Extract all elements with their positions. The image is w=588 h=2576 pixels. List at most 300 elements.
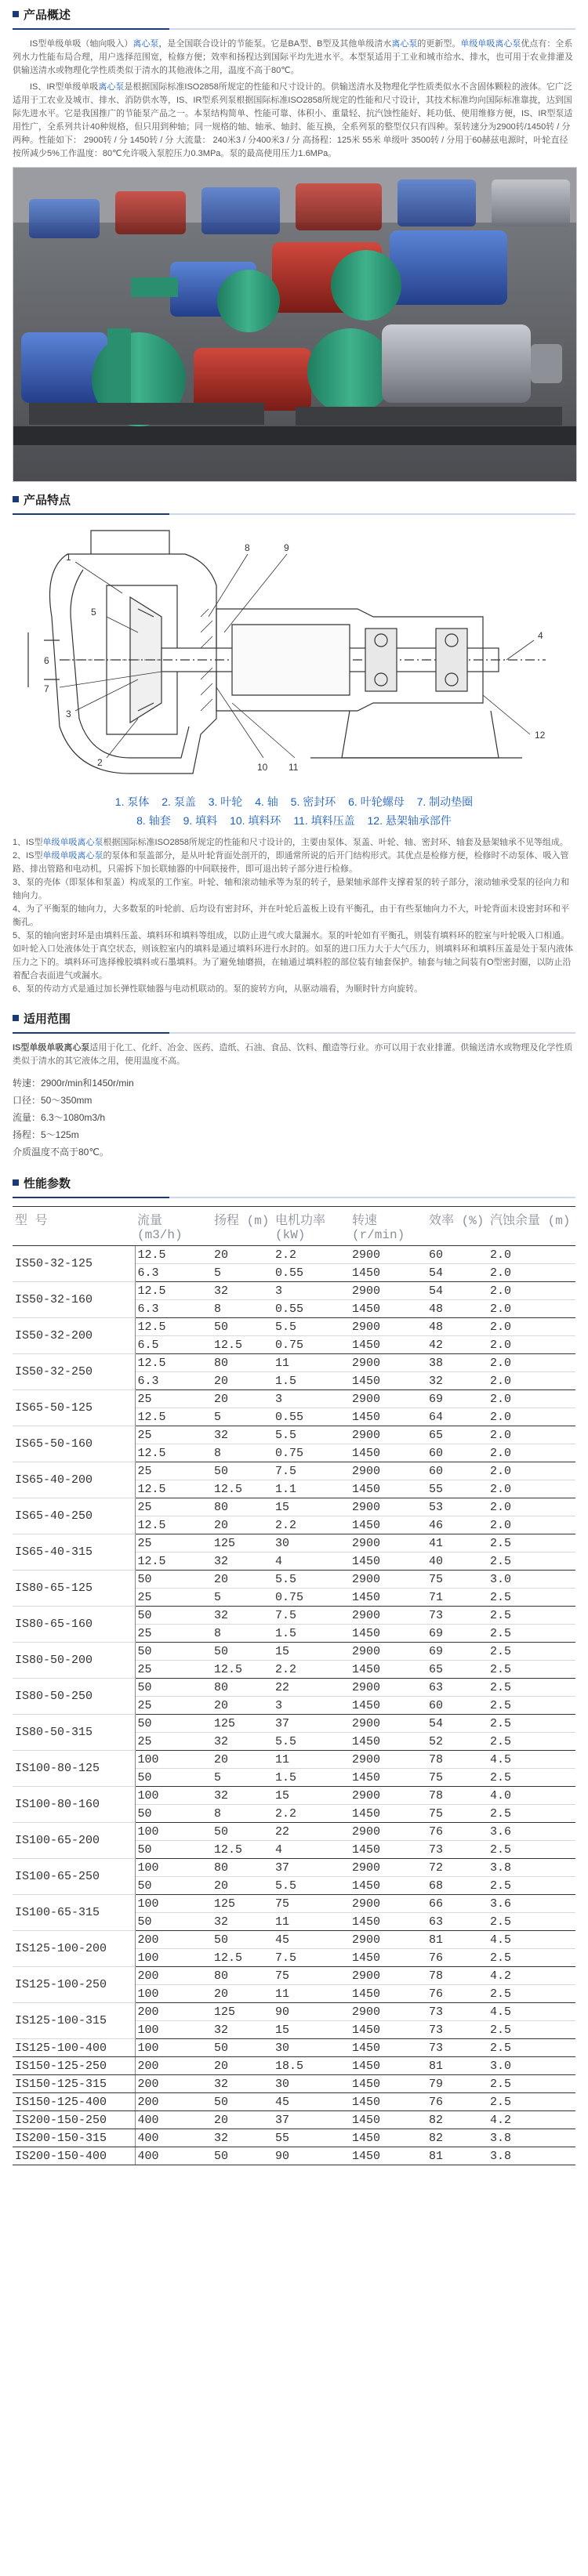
section-title: 性能参数 xyxy=(24,1176,71,1190)
flow-cell: 25 xyxy=(135,1426,212,1444)
overview-paragraph-2 xyxy=(13,81,575,161)
head-cell: 50 xyxy=(212,1462,273,1480)
legend-item: 11. 填料压盖 xyxy=(293,814,355,827)
power-cell: 5.5 xyxy=(273,1733,350,1751)
power-cell: 7.5 xyxy=(273,1949,350,1967)
speed-cell: 1450 xyxy=(350,1661,426,1679)
speed-cell: 2900 xyxy=(350,1607,426,1625)
section-marker-icon xyxy=(13,1179,19,1186)
table-row xyxy=(13,2111,575,2129)
efficiency-cell: 78 xyxy=(426,1751,488,1769)
pump-photo-illustration xyxy=(13,168,576,481)
table-row xyxy=(13,2057,575,2075)
text: IS、IR型单级单吸 xyxy=(30,82,99,92)
efficiency-cell: 60 xyxy=(426,1246,488,1264)
col-header-model: 型 号 xyxy=(13,1207,135,1246)
flow-cell: 6.3 xyxy=(135,1372,212,1390)
efficiency-cell: 60 xyxy=(426,1462,488,1480)
power-cell: 11 xyxy=(273,1751,350,1769)
flow-cell: 25 xyxy=(135,1733,212,1751)
power-cell: 45 xyxy=(273,1931,350,1949)
legend-item: 8. 轴套 xyxy=(136,814,171,827)
npsh-cell: 2.5 xyxy=(488,1733,575,1751)
svg-text:12: 12 xyxy=(535,730,546,741)
flow-cell: 25 xyxy=(135,1462,212,1480)
efficiency-cell: 76 xyxy=(426,1823,488,1841)
efficiency-cell: 73 xyxy=(426,2039,488,2057)
table-header xyxy=(13,1207,575,1246)
head-cell: 20 xyxy=(212,1877,273,1895)
power-cell: 0.75 xyxy=(273,1336,350,1354)
head-cell: 32 xyxy=(212,2021,273,2039)
svg-text:4: 4 xyxy=(538,630,543,641)
legend-item: 7. 制动垫圈 xyxy=(416,795,474,808)
flow-cell: 100 xyxy=(135,1859,212,1877)
table-row xyxy=(13,1751,575,1769)
model-cell: IS150-125-315 xyxy=(13,2075,135,2093)
npsh-cell: 2.0 xyxy=(488,1282,575,1300)
npsh-cell: 2.5 xyxy=(488,2093,575,2111)
npsh-cell: 2.0 xyxy=(488,1426,575,1444)
svg-text:10: 10 xyxy=(257,762,268,773)
npsh-cell: 2.5 xyxy=(488,1643,575,1661)
flow-cell: 100 xyxy=(135,2021,212,2039)
power-cell: 1.5 xyxy=(273,1769,350,1787)
npsh-cell: 2.5 xyxy=(488,1679,575,1697)
table-row xyxy=(13,1895,575,1913)
table-row xyxy=(13,1462,575,1480)
power-cell: 11 xyxy=(273,1354,350,1372)
npsh-cell: 2.5 xyxy=(488,1534,575,1552)
efficiency-cell: 52 xyxy=(426,1733,488,1751)
text: IS型单级单吸（轴向吸入） xyxy=(30,39,133,49)
link-centrifugal-pump[interactable]: 离心泵 xyxy=(391,39,418,49)
head-cell: 8 xyxy=(212,1805,273,1823)
head-cell: 8 xyxy=(212,1444,273,1462)
section-divider xyxy=(13,1197,575,1198)
speed-cell: 2900 xyxy=(350,2003,426,2021)
power-cell: 37 xyxy=(273,2111,350,2129)
svg-text:1: 1 xyxy=(66,552,71,563)
npsh-cell: 2.5 xyxy=(488,1913,575,1931)
head-cell: 12.5 xyxy=(212,1841,273,1859)
npsh-cell: 2.5 xyxy=(488,1985,575,2003)
feature-item: 5、泵的轴向密封环是由填料压盖、填料环和填料等组成，以防止进气或大量漏水。泵的叶轮如有平衡孔，则装有填料环的腔室与叶轮吸入口相通。如叶轮入口处液体处于真空状态，则该腔室内的填料是通过填料环进行水封的。如泵的进口压力大于大气压力，则填料环和填料压盖是处于泵内液体压力之下的。填料环可选择橡胶填料或石墨填料。为了避免轴磨损，在轴通过填料腔的部位装有轴套保护。轴套与轴之间装有O型密封圈，以防止沿着配合表面进气或漏水。 xyxy=(13,931,573,980)
speed-cell: 1450 xyxy=(350,1769,426,1787)
overview-paragraph-1 xyxy=(13,38,575,78)
model-cell: IS100-65-315 xyxy=(13,1895,135,1931)
section-header-features xyxy=(13,488,575,510)
flow-cell: 6.3 xyxy=(135,1300,212,1318)
head-cell: 12.5 xyxy=(212,1661,273,1679)
spec-line: 扬程：5～125m xyxy=(13,1129,79,1140)
power-cell: 2.2 xyxy=(273,1661,350,1679)
flow-cell: 100 xyxy=(135,1895,212,1913)
table-row xyxy=(13,1607,575,1625)
text: 1、IS型 xyxy=(13,838,43,847)
flow-cell: 50 xyxy=(135,1769,212,1787)
head-cell: 125 xyxy=(212,1534,273,1552)
speed-cell: 1450 xyxy=(350,2021,426,2039)
flow-cell: 25 xyxy=(135,1390,212,1408)
legend-item: 3. 叶轮 xyxy=(208,795,243,808)
model-cell: IS65-40-200 xyxy=(13,1462,135,1498)
speed-cell: 2900 xyxy=(350,1571,426,1589)
svg-text:5: 5 xyxy=(91,607,96,618)
power-cell: 5.5 xyxy=(273,1426,350,1444)
flow-cell: 100 xyxy=(135,1787,212,1805)
efficiency-cell: 68 xyxy=(426,1877,488,1895)
speed-cell: 1450 xyxy=(350,1841,426,1859)
speed-cell: 1450 xyxy=(350,2057,426,2075)
table-row xyxy=(13,1318,575,1336)
speed-cell: 1450 xyxy=(350,1444,426,1462)
power-cell: 5.5 xyxy=(273,1571,350,1589)
table-row xyxy=(13,1931,575,1949)
section-divider xyxy=(13,1032,575,1034)
flow-cell: 200 xyxy=(135,1931,212,1949)
npsh-cell: 2.5 xyxy=(488,1877,575,1895)
efficiency-cell: 78 xyxy=(426,1967,488,1985)
spec-line: 口径：50～350mm xyxy=(13,1095,93,1106)
model-cell: IS100-65-200 xyxy=(13,1823,135,1859)
npsh-cell: 2.5 xyxy=(488,2021,575,2039)
flow-cell: 100 xyxy=(135,1823,212,1841)
speed-cell: 1450 xyxy=(350,2111,426,2129)
npsh-cell: 3.6 xyxy=(488,1823,575,1841)
text: 2、IS型 xyxy=(13,851,43,860)
head-cell: 20 xyxy=(212,1372,273,1390)
table-row xyxy=(13,1426,575,1444)
head-cell: 5 xyxy=(212,1408,273,1426)
feature-item xyxy=(13,850,575,876)
speed-cell: 2900 xyxy=(350,1967,426,1985)
table-row xyxy=(13,1246,575,1264)
power-cell: 0.55 xyxy=(273,1408,350,1426)
col-header-flow: 流量 (m3/h) xyxy=(135,1207,212,1246)
table-row xyxy=(13,2039,575,2057)
efficiency-cell: 42 xyxy=(426,1336,488,1354)
link-single-stage-pump[interactable]: 单级单吸离心泵 xyxy=(460,39,521,49)
model-cell: IS150-125-250 xyxy=(13,2057,135,2075)
flow-cell: 400 xyxy=(135,2147,212,2165)
model-cell: IS125-100-250 xyxy=(13,1967,135,2003)
svg-text:3: 3 xyxy=(66,708,71,719)
speed-cell: 2900 xyxy=(350,1823,426,1841)
efficiency-cell: 40 xyxy=(426,1552,488,1571)
power-cell: 11 xyxy=(273,1985,350,2003)
model-cell: IS150-125-400 xyxy=(13,2093,135,2111)
speed-cell: 1450 xyxy=(350,1877,426,1895)
flow-cell: 100 xyxy=(135,1949,212,1967)
power-cell: 15 xyxy=(273,1787,350,1805)
power-cell: 0.55 xyxy=(273,1264,350,1282)
speed-cell: 2900 xyxy=(350,1534,426,1552)
flow-cell: 400 xyxy=(135,2129,212,2147)
efficiency-cell: 53 xyxy=(426,1498,488,1516)
head-cell: 80 xyxy=(212,1498,273,1516)
npsh-cell: 2.0 xyxy=(488,1318,575,1336)
npsh-cell: 3.0 xyxy=(488,2057,575,2075)
flow-cell: 100 xyxy=(135,1985,212,2003)
power-cell: 15 xyxy=(273,1643,350,1661)
npsh-cell: 2.0 xyxy=(488,1516,575,1534)
efficiency-cell: 55 xyxy=(426,1480,488,1498)
model-cell: IS65-50-125 xyxy=(13,1390,135,1426)
speed-cell: 2900 xyxy=(350,1931,426,1949)
head-cell: 20 xyxy=(212,2111,273,2129)
model-cell: IS125-100-400 xyxy=(13,2039,135,2057)
speed-cell: 1450 xyxy=(350,2147,426,2165)
power-cell: 1.5 xyxy=(273,1372,350,1390)
col-header-npsh: 汽蚀余量 (m) xyxy=(488,1207,575,1246)
efficiency-cell: 69 xyxy=(426,1625,488,1643)
efficiency-cell: 63 xyxy=(426,1679,488,1697)
speed-cell: 1450 xyxy=(350,1985,426,2003)
link-single-stage-pump[interactable]: 单级单吸离心泵 xyxy=(42,838,103,847)
power-cell: 3 xyxy=(273,1697,350,1715)
efficiency-cell: 76 xyxy=(426,1949,488,1967)
table-row xyxy=(13,2003,575,2021)
head-cell: 80 xyxy=(212,1679,273,1697)
performance-table xyxy=(13,1206,575,2165)
npsh-cell: 3.0 xyxy=(488,1571,575,1589)
efficiency-cell: 75 xyxy=(426,1805,488,1823)
table-row xyxy=(13,2075,575,2093)
speed-cell: 1450 xyxy=(350,1805,426,1823)
flow-cell: 50 xyxy=(135,1805,212,1823)
power-cell: 4 xyxy=(273,1841,350,1859)
efficiency-cell: 73 xyxy=(426,2021,488,2039)
power-cell: 0.55 xyxy=(273,1300,350,1318)
power-cell: 45 xyxy=(273,2093,350,2111)
power-cell: 37 xyxy=(273,1859,350,1877)
flow-cell: 50 xyxy=(135,1841,212,1859)
npsh-cell: 2.5 xyxy=(488,2039,575,2057)
section-divider xyxy=(13,28,575,30)
head-cell: 20 xyxy=(212,1571,273,1589)
table-row xyxy=(13,1498,575,1516)
model-cell: IS125-100-200 xyxy=(13,1931,135,1967)
head-cell: 80 xyxy=(212,1354,273,1372)
npsh-cell: 4.5 xyxy=(488,1931,575,1949)
npsh-cell: 2.5 xyxy=(488,1949,575,1967)
head-cell: 12.5 xyxy=(212,1480,273,1498)
model-cell: IS50-32-160 xyxy=(13,1282,135,1318)
flow-cell: 200 xyxy=(135,2003,212,2021)
head-cell: 20 xyxy=(212,1390,273,1408)
power-cell: 55 xyxy=(273,2129,350,2147)
speed-cell: 2900 xyxy=(350,1282,426,1300)
npsh-cell: 2.0 xyxy=(488,1246,575,1264)
svg-text:7: 7 xyxy=(44,683,49,694)
legend-item: 4. 轴 xyxy=(255,795,278,808)
speed-cell: 1450 xyxy=(350,1480,426,1498)
efficiency-cell: 46 xyxy=(426,1516,488,1534)
speed-cell: 1450 xyxy=(350,1913,426,1931)
scope-intro xyxy=(13,1042,575,1068)
speed-cell: 1450 xyxy=(350,2093,426,2111)
model-cell: IS125-100-315 xyxy=(13,2003,135,2039)
head-cell: 32 xyxy=(212,2075,273,2093)
head-cell: 20 xyxy=(212,1751,273,1769)
link-centrifugal-pump[interactable]: 离心泵 xyxy=(98,82,125,92)
efficiency-cell: 54 xyxy=(426,1264,488,1282)
efficiency-cell: 73 xyxy=(426,1841,488,1859)
link-single-stage-pump[interactable]: 单级单吸离心泵 xyxy=(42,851,103,860)
head-cell: 80 xyxy=(212,1967,273,1985)
speed-cell: 2900 xyxy=(350,1787,426,1805)
head-cell: 20 xyxy=(212,1985,273,2003)
legend-item: 6. 叶轮螺母 xyxy=(348,795,405,808)
model-cell: IS100-80-125 xyxy=(13,1751,135,1787)
speed-cell: 2900 xyxy=(350,1679,426,1697)
npsh-cell: 3.8 xyxy=(488,2147,575,2165)
head-cell: 20 xyxy=(212,2057,273,2075)
speed-cell: 2900 xyxy=(350,1751,426,1769)
npsh-cell: 2.5 xyxy=(488,1841,575,1859)
power-cell: 2.2 xyxy=(273,1516,350,1534)
flow-cell: 25 xyxy=(135,1498,212,1516)
legend-item: 12. 悬架轴承部件 xyxy=(367,814,452,827)
section-title: 产品概述 xyxy=(24,8,71,22)
head-cell: 125 xyxy=(212,2003,273,2021)
svg-text:11: 11 xyxy=(289,762,299,773)
flow-cell: 50 xyxy=(135,1643,212,1661)
flow-cell: 200 xyxy=(135,2057,212,2075)
speed-cell: 1450 xyxy=(350,1372,426,1390)
power-cell: 3 xyxy=(273,1282,350,1300)
flow-cell: 12.5 xyxy=(135,1480,212,1498)
efficiency-cell: 32 xyxy=(426,1372,488,1390)
model-cell: IS80-50-200 xyxy=(13,1643,135,1679)
flow-cell: 400 xyxy=(135,2111,212,2129)
efficiency-cell: 60 xyxy=(426,1444,488,1462)
head-cell: 50 xyxy=(212,2093,273,2111)
efficiency-cell: 66 xyxy=(426,1895,488,1913)
table-row xyxy=(13,1282,575,1300)
efficiency-cell: 81 xyxy=(426,1931,488,1949)
efficiency-cell: 65 xyxy=(426,1661,488,1679)
product-page xyxy=(0,3,588,2165)
model-cell: IS50-32-250 xyxy=(13,1354,135,1390)
speed-cell: 2900 xyxy=(350,1462,426,1480)
head-cell: 5 xyxy=(212,1769,273,1787)
feature-item: 3、泵的壳体（即泵体和泵盖）构成泵的工作室。叶轮、轴和滚动轴承等为泵的转子，悬架轴承部件支撑着泵的转子部分，滚动轴承受泵的径向力和轴向力。 xyxy=(13,878,570,900)
text: 适用于化工、化纤、冶金、医药、造纸、石油、食品、饮料、酿造等行业。亦可以用于农业排灌。供输送清水或物理及化学性质类似于清水的其它液体之用，使用温度不高。 xyxy=(13,1043,573,1066)
model-cell: IS50-32-200 xyxy=(13,1318,135,1354)
section-header-scope xyxy=(13,1007,575,1029)
speed-cell: 1450 xyxy=(350,1697,426,1715)
efficiency-cell: 75 xyxy=(426,1571,488,1589)
npsh-cell: 2.0 xyxy=(488,1336,575,1354)
efficiency-cell: 63 xyxy=(426,1913,488,1931)
table-row xyxy=(13,1534,575,1552)
power-cell: 18.5 xyxy=(273,2057,350,2075)
model-cell: IS80-65-125 xyxy=(13,1571,135,1607)
head-cell: 32 xyxy=(212,1733,273,1751)
flow-cell: 12.5 xyxy=(135,1408,212,1426)
head-cell: 50 xyxy=(212,2147,273,2165)
power-cell: 7.5 xyxy=(273,1462,350,1480)
speed-cell: 2900 xyxy=(350,1390,426,1408)
power-cell: 22 xyxy=(273,1823,350,1841)
svg-text:8: 8 xyxy=(245,542,250,553)
npsh-cell: 2.5 xyxy=(488,2075,575,2093)
section-header-overview xyxy=(13,3,575,25)
power-cell: 3 xyxy=(273,1390,350,1408)
speed-cell: 1450 xyxy=(350,1300,426,1318)
link-centrifugal-pump[interactable]: 离心泵 xyxy=(132,39,159,49)
table-row xyxy=(13,1354,575,1372)
table-row xyxy=(13,1715,575,1733)
table-header-row xyxy=(13,1207,575,1246)
npsh-cell: 2.0 xyxy=(488,1462,575,1480)
flow-cell: 200 xyxy=(135,2093,212,2111)
head-cell: 20 xyxy=(212,1246,273,1264)
head-cell: 32 xyxy=(212,1552,273,1571)
text: 的泵体和泵盖部分，是从叶轮背面处剖开的，即通常所说的后开门结构形式。其优点是检修方便，检修时不动泵体、吸入管路、排出管路和电动机，只需拆下加长联轴器的中间联接件，即可退出转子部分进行检修。 xyxy=(13,851,569,874)
legend-item: 10. 填料环 xyxy=(230,814,281,827)
power-cell: 2.2 xyxy=(273,1246,350,1264)
diagram-legend xyxy=(13,792,575,830)
power-cell: 15 xyxy=(273,1498,350,1516)
svg-text:9: 9 xyxy=(284,542,289,553)
npsh-cell: 2.0 xyxy=(488,1408,575,1426)
legend-item: 1. 泵体 xyxy=(114,795,150,808)
efficiency-cell: 60 xyxy=(426,1697,488,1715)
efficiency-cell: 41 xyxy=(426,1534,488,1552)
efficiency-cell: 82 xyxy=(426,2129,488,2147)
npsh-cell: 3.8 xyxy=(488,1859,575,1877)
speed-cell: 1450 xyxy=(350,1733,426,1751)
flow-cell: 25 xyxy=(135,1697,212,1715)
efficiency-cell: 65 xyxy=(426,1426,488,1444)
head-cell: 50 xyxy=(212,1823,273,1841)
power-cell: 0.75 xyxy=(273,1444,350,1462)
pump-cross-section-diagram xyxy=(13,523,575,789)
flow-cell: 25 xyxy=(135,1625,212,1643)
npsh-cell: 2.0 xyxy=(488,1498,575,1516)
model-cell: IS80-65-160 xyxy=(13,1607,135,1643)
head-cell: 125 xyxy=(212,1895,273,1913)
efficiency-cell: 75 xyxy=(426,1769,488,1787)
speed-cell: 2900 xyxy=(350,1246,426,1264)
npsh-cell: 2.0 xyxy=(488,1354,575,1372)
flow-cell: 12.5 xyxy=(135,1552,212,1571)
cross-section-drawing xyxy=(13,523,575,789)
table-row xyxy=(13,1859,575,1877)
npsh-cell: 4.5 xyxy=(488,1751,575,1769)
feature-list xyxy=(13,836,575,996)
speed-cell: 1450 xyxy=(350,2075,426,2093)
power-cell: 1.1 xyxy=(273,1480,350,1498)
model-cell: IS65-40-250 xyxy=(13,1498,135,1534)
power-cell: 30 xyxy=(273,1534,350,1552)
table-body xyxy=(13,1246,575,2165)
efficiency-cell: 72 xyxy=(426,1859,488,1877)
efficiency-cell: 73 xyxy=(426,1607,488,1625)
feature-item xyxy=(13,836,575,850)
text: 优点有：全系列水力性能布局合理，用户选择范围宽，检修方便；效率和扬程达到国际平均先进水平。本型泵适用于工业和城市给水、排水，也可用于农业排灌及供输送清水或物理化学性质类似于清水的其他液体之用，温度不高于80℃。 xyxy=(13,39,573,75)
model-cell: IS100-80-160 xyxy=(13,1787,135,1823)
speed-cell: 2900 xyxy=(350,1426,426,1444)
power-cell: 22 xyxy=(273,1679,350,1697)
model-cell: IS200-150-400 xyxy=(13,2147,135,2165)
speed-cell: 1450 xyxy=(350,1552,426,1571)
power-cell: 15 xyxy=(273,2021,350,2039)
flow-cell: 50 xyxy=(135,1607,212,1625)
